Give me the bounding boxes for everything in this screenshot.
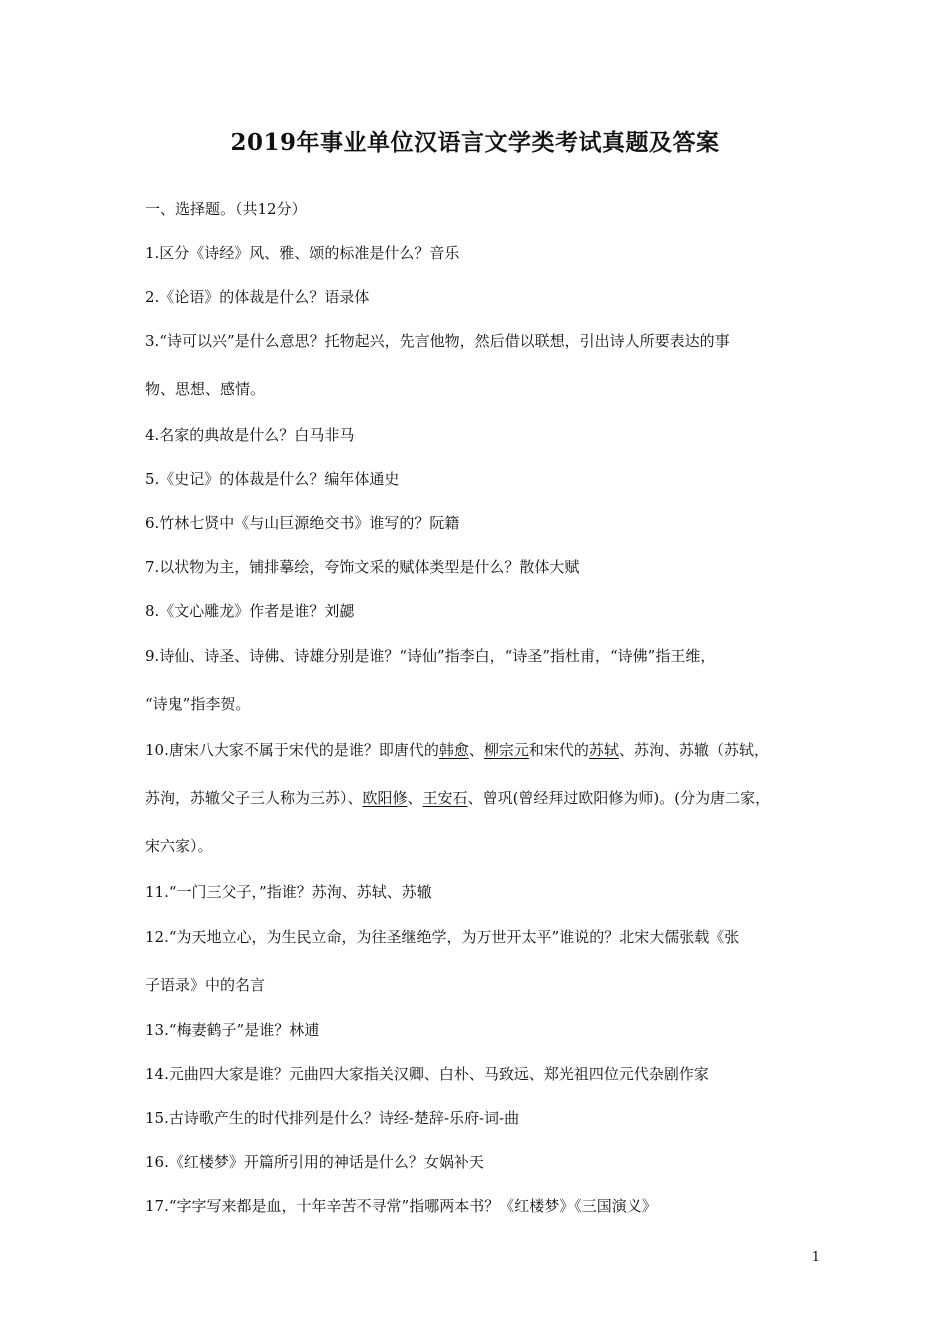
- q10-text: 苏洵，苏辙父子三人称为三苏）、: [145, 789, 363, 807]
- question-13: 13.“梅妻鹤子”是谁？林逋: [145, 1021, 320, 1039]
- underlined-name-liu-zongyuan: 柳宗元: [483, 741, 529, 759]
- question-4: 4.名家的典故是什么？白马非马: [145, 426, 355, 444]
- question-11: 11.“一门三父子，”指谁？苏洵、苏轼、苏辙: [145, 883, 432, 901]
- question-17: 17.“字字写来都是血，十年辛苦不寻常”指哪两本书？《红楼梦》《三国演义》: [145, 1197, 657, 1215]
- page-number: 1: [811, 1250, 820, 1265]
- question-8: 8.《文心雕龙》作者是谁？刘勰: [145, 602, 355, 620]
- q10-text: 、苏洵、苏辙（苏轼，: [618, 741, 769, 759]
- section-heading: 一、选择题。（共12分）: [145, 200, 307, 218]
- question-16: 16.《红楼梦》开篇所引用的神话是什么？女娲补天: [145, 1153, 484, 1171]
- underlined-name-ouyang-xiu: 欧阳修: [362, 789, 408, 807]
- underlined-name-han-yu: 韩愈: [438, 741, 469, 759]
- question-6: 6.竹林七贤中《与山巨源绝交书》谁写的？阮籍: [145, 514, 460, 532]
- question-10-line-1: [145, 740, 820, 760]
- question-12-line-1: 12.“为天地立心，为生民立命，为往圣继绝学，为万世开太平”谁说的？北宋大儒张载《张: [145, 928, 740, 946]
- q10-text: 10.唐宋八大家不属于宋代的是谁？即唐代的: [145, 741, 439, 759]
- question-9-line-2: “诗鬼”指李贺。: [145, 695, 251, 713]
- q10-separator: 、: [468, 741, 484, 759]
- question-3-line-1: 3.“诗可以兴”是什么意思？托物起兴，先言他物，然后借以联想，引出诗人所要表达的事: [145, 332, 730, 350]
- question-3-line-2: 物、思想、感情。: [145, 380, 266, 398]
- underlined-name-wang-anshi: 王安石: [422, 789, 468, 807]
- question-9-line-1: 9.诗仙、诗圣、诗佛、诗雄分别是谁？“诗仙”指李白，“诗圣”指杜甫，“诗佛”指王维，: [145, 647, 716, 665]
- q10-separator: 、: [407, 789, 423, 807]
- question-5: 5.《史记》的体裁是什么？编年体通史: [145, 470, 400, 488]
- question-10-line-2: [145, 788, 820, 808]
- underlined-name-su-shi: 苏轼: [588, 741, 619, 759]
- document-title: 2019年事业单位汉语言文学类考试真题及答案: [230, 129, 720, 156]
- question-14: 14.元曲四大家是谁？元曲四大家指关汉卿、白朴、马致远、郑光祖四位元代杂剧作家: [145, 1065, 709, 1083]
- question-12-line-2: 子语录》中的名言: [145, 976, 266, 994]
- question-10-line-3: 宋六家）。: [145, 837, 213, 855]
- question-7: 7.以状物为主，铺排摹绘，夸饰文采的赋体类型是什么？散体大赋: [145, 558, 580, 576]
- question-15: 15.古诗歌产生的时代排列是什么？诗经-楚辞-乐府-词-曲: [145, 1109, 520, 1127]
- question-2: 2.《论语》的体裁是什么？语录体: [145, 288, 370, 306]
- question-1: 1.区分《诗经》风、雅、颂的标准是什么？音乐: [145, 244, 460, 262]
- q10-text: 和宋代的: [528, 741, 589, 759]
- q10-text: 、曾巩(曾经拜过欧阳修为师)。(分为唐二家，: [467, 789, 771, 807]
